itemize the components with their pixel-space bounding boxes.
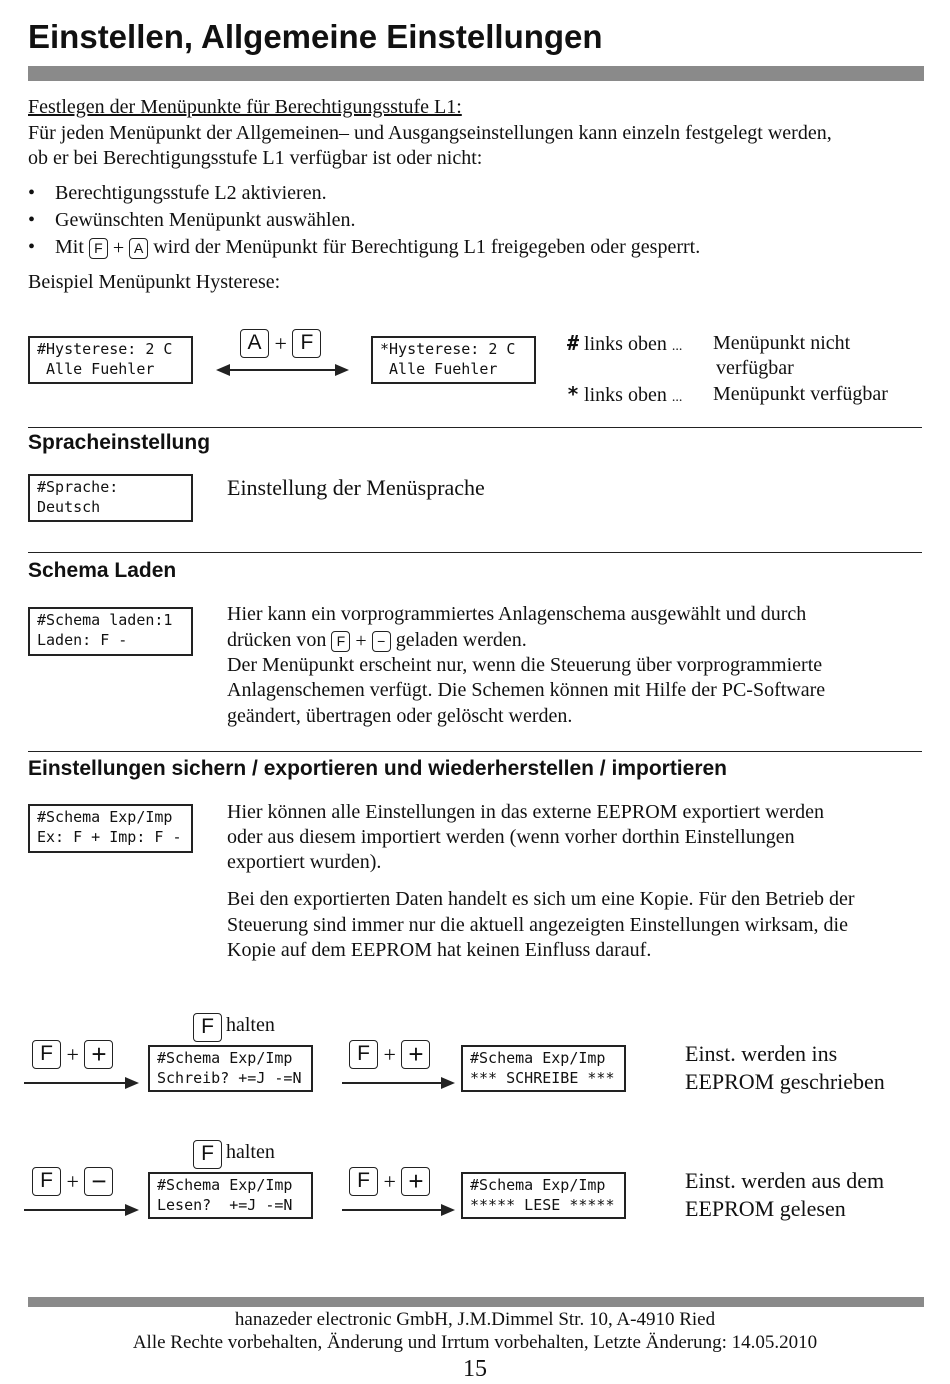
lcd-line: #Sprache: <box>37 478 119 496</box>
key-f-icon: F <box>292 329 321 358</box>
arrow-right-icon <box>24 1209 126 1211</box>
key-plus-icon: + <box>401 1167 430 1196</box>
footer-rights: Alle Rechte vorbehalten, Änderung und Irrtum vorbehalten, Letzte Änderung: 14.05.2010 <box>132 1332 818 1353</box>
key-a-icon: A <box>240 329 269 358</box>
key-plus-icon: + <box>401 1040 430 1069</box>
arrow-right-icon <box>342 1082 442 1084</box>
intro-heading: Festlegen der Menüpunkte für Berechtigungsstufe L1: <box>28 96 462 118</box>
arrow-head-icon <box>125 1077 139 1089</box>
schema-laden-line-2-suffix: geladen werden. <box>395 629 527 651</box>
legend-hash-meaning: Menüpunkt nicht <box>713 332 851 354</box>
schema-laden-line-3: Der Menüpunkt erscheint nur, wenn die Steuerung über vorprogrammierte <box>227 654 823 676</box>
lcd-schema-laden <box>28 607 193 656</box>
legend-star <box>567 381 682 411</box>
hash-symbol: # <box>567 331 580 355</box>
schema-laden-line-4: Anlagenschemen verfügt. Die Schemen können mit Hilfe der PC-Software <box>227 679 826 701</box>
key-plus-icon: + <box>84 1040 113 1069</box>
arrow-right-icon <box>342 1209 442 1211</box>
write-result-line-2: EEPROM geschrieben <box>685 1069 885 1094</box>
export-para1-line-1: Hier können alle Einstellungen in das externe EEPROM exportiert werden <box>227 801 825 823</box>
lcd-line: Deutsch <box>37 498 101 516</box>
plus-sign: + <box>355 630 367 653</box>
lcd-line: #Hysterese: 2 C <box>37 340 173 358</box>
lcd-sprache <box>28 474 193 522</box>
halten-label: halten <box>226 1014 275 1036</box>
bullet-marker: • <box>28 236 36 258</box>
lcd-line: #Schema Exp/Imp <box>470 1049 606 1067</box>
bullet-suffix: wird der Menüpunkt für Berechtigung L1 freigegeben oder gesperrt. <box>153 236 701 258</box>
lcd-line: #Schema Exp/Imp <box>157 1176 293 1194</box>
section-divider <box>28 552 922 553</box>
page-number: 15 <box>463 1356 487 1382</box>
bullet-marker: • <box>28 182 36 204</box>
double-arrow-icon <box>228 369 336 371</box>
plus-sign: + <box>66 1168 79 1194</box>
halten-hint-read <box>193 1139 275 1169</box>
section-divider <box>28 751 922 752</box>
key-f-icon: F <box>193 1013 222 1042</box>
legend-ellipsis: ... <box>671 339 683 354</box>
legend-hash <box>567 330 682 360</box>
bullet-item-select-menu: Gewünschten Menüpunkt auswählen. <box>55 209 356 231</box>
key-f-icon: F <box>89 238 108 259</box>
export-para2-line-3: Kopie auf dem EEPROM hat keinen Einfluss darauf. <box>227 939 652 961</box>
arrow-head-icon <box>441 1077 455 1089</box>
legend-hash-text: links oben <box>584 333 667 355</box>
plus-sign: + <box>383 1041 396 1067</box>
title-underline-bar <box>28 66 924 81</box>
export-para2-line-1: Bei den exportierten Daten handelt es sich um eine Kopie. Für den Betrieb der <box>227 888 855 910</box>
schema-laden-line-2-prefix: drücken von <box>227 629 327 651</box>
key-f-icon: F <box>331 631 350 652</box>
lcd-line: #Schema Exp/Imp <box>470 1176 606 1194</box>
bullet-marker: • <box>28 209 36 231</box>
arrow-right-head-icon <box>335 364 349 376</box>
lcd-schreibe <box>461 1045 626 1092</box>
lcd-lesen-prompt <box>148 1172 313 1219</box>
lcd-line: Lesen? +=J -=N <box>157 1196 293 1214</box>
key-combo-f-plus-confirm <box>349 1040 430 1069</box>
read-result-line-2: EEPROM gelesen <box>685 1196 846 1221</box>
lcd-line: Alle Fuehler <box>380 360 498 378</box>
lcd-line: *** SCHREIBE *** <box>470 1069 615 1087</box>
legend-star-meaning: Menüpunkt verfügbar <box>713 383 888 405</box>
intro-paragraph-line-2: ob er bei Berechtigungsstufe L1 verfügbar ist oder nicht: <box>28 147 483 169</box>
key-f-icon: F <box>32 1167 61 1196</box>
lcd-schreib-prompt <box>148 1045 313 1092</box>
lcd-line: #Schema Exp/Imp <box>157 1049 293 1067</box>
export-para1-line-3: exportiert wurden). <box>227 851 382 873</box>
halten-hint-write <box>193 1012 275 1042</box>
key-a-icon: A <box>129 238 148 259</box>
write-result-line-1: Einst. werden ins <box>685 1041 838 1066</box>
lcd-hysterese-locked <box>28 336 193 384</box>
key-combo-f-plus-confirm-read <box>349 1167 430 1196</box>
write-result-text <box>685 1040 885 1096</box>
section-heading-schema-laden: Schema Laden <box>28 559 177 582</box>
key-f-icon: F <box>349 1167 378 1196</box>
sprache-description: Einstellung der Menüsprache <box>227 475 485 500</box>
export-para1-line-2: oder aus diesem importiert werden (wenn vorher dorthin Einstellungen <box>227 826 795 848</box>
footer-company: hanazeder electronic GmbH, J.M.Dimmel Str. 10, A-4910 Ried <box>234 1309 716 1330</box>
key-f-icon: F <box>32 1040 61 1069</box>
lcd-line: Alle Fuehler <box>37 360 155 378</box>
section-heading-sprache: Spracheinstellung <box>28 431 211 454</box>
read-result-line-1: Einst. werden aus dem <box>685 1168 885 1193</box>
intro-paragraph-line-1: Für jeden Menüpunkt der Allgemeinen– und Ausgangseinstellungen kann einzeln festgelegt werden, <box>28 122 832 144</box>
arrow-right-icon <box>24 1082 126 1084</box>
schema-laden-line-5: geändert, übertragen oder gelöscht werden. <box>227 705 573 727</box>
key-f-icon: F <box>349 1040 378 1069</box>
arrow-head-icon <box>441 1204 455 1216</box>
bullet-item-activate-l2: Berechtigungsstufe L2 aktivieren. <box>55 182 327 204</box>
schema-laden-line-1: Hier kann ein vorprogrammiertes Anlagenschema ausgewählt und durch <box>227 603 807 625</box>
footer-bar <box>28 1297 924 1307</box>
halten-label: halten <box>226 1141 275 1163</box>
lcd-line: ***** LESE ***** <box>470 1196 615 1214</box>
page-title: Einstellen, Allgemeine Einstellungen <box>28 18 603 55</box>
lcd-line: #Schema Exp/Imp <box>37 808 173 826</box>
legend-star-text: links oben <box>584 384 667 406</box>
plus-sign: + <box>112 237 125 260</box>
lcd-lese <box>461 1172 626 1219</box>
example-label: Beispiel Menüpunkt Hysterese: <box>28 271 281 293</box>
key-minus-icon: − <box>84 1167 113 1196</box>
bullet-prefix: Mit <box>55 236 84 258</box>
read-result-text <box>685 1167 884 1223</box>
key-combo-f-minus <box>32 1167 113 1196</box>
lcd-line: Ex: F + Imp: F - <box>37 828 182 846</box>
legend-ellipsis: ... <box>671 390 683 405</box>
lcd-line: #Schema laden:1 <box>37 611 173 629</box>
lcd-schema-exp-imp <box>28 804 193 853</box>
star-symbol: * <box>567 382 580 406</box>
legend-hash-meaning-2: verfügbar <box>716 357 794 379</box>
key-f-icon: F <box>193 1140 222 1169</box>
key-minus-icon: − <box>372 631 391 652</box>
lcd-hysterese-available <box>371 336 536 384</box>
lcd-line: Laden: F - <box>37 631 128 649</box>
plus-sign: + <box>383 1168 396 1194</box>
arrow-head-icon <box>125 1204 139 1216</box>
plus-sign: + <box>274 330 287 356</box>
lcd-line: *Hysterese: 2 C <box>380 340 516 358</box>
key-combo-f-plus <box>32 1040 113 1069</box>
section-heading-export-import: Einstellungen sichern / exportieren und wiederherstellen / importieren <box>28 757 727 780</box>
export-para2-line-2: Steuerung sind immer nur die aktuell angezeigten Einstellungen wirksam, die <box>227 914 848 936</box>
lcd-line: Schreib? +=J -=N <box>157 1069 302 1087</box>
key-combo-a-f <box>240 329 321 358</box>
bullet-item-toggle-l1 <box>55 234 700 261</box>
section-divider <box>28 427 922 428</box>
plus-sign: + <box>66 1041 79 1067</box>
schema-laden-line-2 <box>227 627 527 654</box>
